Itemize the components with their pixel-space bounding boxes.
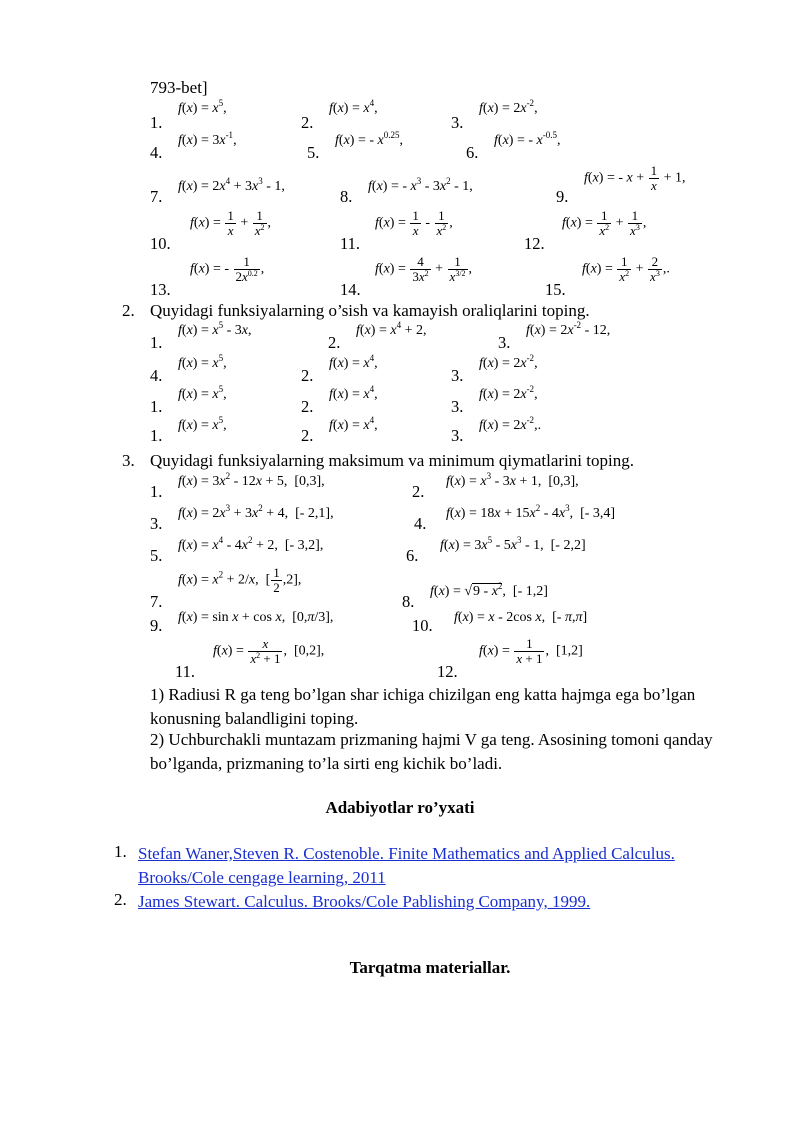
item-number: 3.	[498, 333, 511, 352]
formula: $f(x) = x^5$,	[178, 415, 227, 433]
item-number: 4.	[414, 514, 427, 533]
item-number: 5.	[307, 143, 320, 162]
formula: f(x) = - $x^{0.25}$,	[335, 130, 403, 148]
reference-number: 2.	[114, 890, 127, 909]
item-number: 1.	[150, 482, 163, 501]
formula: $f(x) = x^5 - 3x$,	[178, 320, 252, 338]
task-heading: Quyidagi funksiyalarning maksimum va minimum qiymatlarini toping.	[150, 451, 634, 470]
item-number: 4.	[150, 143, 163, 162]
formula: f(x) = - $x^3 - 3x^2 - 1$,	[368, 176, 473, 194]
item-number: 5.	[150, 546, 163, 565]
item-number: 1.	[150, 426, 163, 445]
task-number: 2.	[122, 301, 135, 320]
item-number: 10.	[412, 616, 433, 635]
reference-number: 1.	[114, 842, 127, 861]
formula: $f(x) = x^2 + 2/x$, [ $\frac{1}{2}$ ,2],	[178, 565, 302, 595]
reference-1[interactable]	[138, 842, 758, 890]
word-problem-1: 1) Radiusi R ga teng bo’lgan shar ichiga chizilgan eng katta hajmga ega bo’lgan konusning balandligini toping.	[150, 685, 696, 728]
item-number: 7.	[150, 592, 163, 611]
formula: $f(x) = x^4$,	[329, 384, 378, 402]
item-number: 2.	[412, 482, 425, 501]
item-number: 4.	[150, 366, 163, 385]
item-number: 8.	[402, 592, 415, 611]
formula: $f(x) = 2x^4 + 3x^3 - 1$,	[178, 176, 285, 194]
formula: $f(x) = x^4$,	[329, 98, 378, 116]
item-number: 13.	[150, 280, 171, 299]
formula: f(x) = $\frac{1}{x^2}$ + $\frac{2}{x^3}$ ,.	[582, 254, 670, 284]
item-number: 9.	[556, 187, 569, 206]
formula: $f(x) = x^4 - 4x^2 + 2$, [- 3,2],	[178, 535, 324, 553]
formula: $f(x) = 2x^{-2}$,	[479, 353, 538, 371]
formula: f(x) = - $x^{-0.5}$,	[494, 130, 561, 148]
item-number: 12.	[437, 662, 458, 681]
item-number: 3.	[451, 426, 464, 445]
item-number: 11.	[340, 234, 361, 253]
formula: $f(x) = 2x^{-2}$,	[479, 384, 538, 402]
item-number: 12.	[524, 234, 545, 253]
formula: f(x) = $\frac{1}{x}$ - $\frac{1}{x^2}$ ,	[375, 208, 453, 238]
formula: f(x) = $\frac{1}{x + 1}$ , [1,2]	[479, 636, 583, 666]
reference-link-1[interactable]: Stefan Waner,Steven R. Costenoble. Finite Mathematics and Applied Calculus. Brooks/Cole cengage learning, 2011	[138, 844, 675, 887]
item-number: 1.	[150, 397, 163, 416]
task-number: 3.	[122, 451, 135, 470]
handouts-title: Tarqatma materiallar.	[349, 958, 511, 977]
formula: $f(x) = 3x^{-1}$,	[178, 130, 237, 148]
formula: f(x) = $\frac{4}{3x^2}$ + $\frac{1}{x^{3/2}}$ ,	[375, 254, 473, 284]
task-heading: Quyidagi funksiyalarning o’sish va kamayish oraliqlarini toping.	[150, 301, 590, 320]
formula: $f(x) = 2x^3 + 3x^2 + 4$, [- 2,1],	[178, 503, 334, 521]
formula: f(x) = $\frac{x}{x^2 + 1}$ , [0,2],	[213, 636, 325, 666]
item-number: 7.	[150, 187, 163, 206]
item-number: 10.	[150, 234, 171, 253]
reference-link-2[interactable]: James Stewart. Calculus. Brooks/Cole Pablishing Company, 1999.	[138, 892, 591, 911]
item-number: 2.	[301, 113, 314, 132]
item-number: 2.	[328, 333, 341, 352]
formula: $f(x) = 2x^{-2} - 12$,	[526, 320, 611, 338]
item-number: 2.	[301, 426, 314, 445]
item-number: 14.	[340, 280, 361, 299]
formula: $f(x) = 3x^5 - 5x^3 - 1$, [- 2,2]	[440, 535, 586, 553]
word-problem-2: 2) Uchburchakli muntazam prizmaning hajmi V ga teng. Asosining tomoni qanday bo’lganda, prizmaning to’la sirti eng kichik bo’ladi.	[150, 730, 713, 773]
item-number: 6.	[466, 143, 479, 162]
formula: f(x) = $\frac{1}{x}$ + $\frac{1}{x^2}$ ,	[190, 208, 272, 238]
formula: $f(x) = x^4$,	[329, 353, 378, 371]
formula: f(x) = sin x + cos x, [0,π/3],	[178, 610, 334, 625]
formula: $f(x) = x^3 - 3x + 1$, [0,3],	[446, 471, 579, 489]
formula: f(x) = x - 2cos x, [- π,π]	[454, 610, 588, 625]
formula: $f(x) = 3x^2 - 12x + 5$, [0,3],	[178, 471, 325, 489]
bibliography-title: Adabiyotlar ro’yxati	[325, 798, 475, 817]
formula: $f(x) = x^4 + 2$,	[356, 320, 427, 338]
formula: f(x) = $\frac{1}{x^2}$ + $\frac{1}{x^3}$ ,	[562, 208, 647, 238]
item-number: 9.	[150, 616, 163, 635]
item-number: 3.	[451, 397, 464, 416]
formula: $f(x) = x^5$,	[178, 353, 227, 371]
item-number: 1.	[150, 113, 163, 132]
formula: $f(x) = √9 - x^2$, [- 1,2]	[430, 581, 548, 599]
formula: $f(x) = x^5$,	[178, 384, 227, 402]
formula: $f(x) = 2x^{-2}$,.	[479, 415, 542, 433]
formula: $f(x) = x^4$,	[329, 415, 378, 433]
formula: $f(x) = 2x^{-2}$,	[479, 98, 538, 116]
item-number: 1.	[150, 333, 163, 352]
formula: f(x) = - x + $\frac{1}{x}$ + 1,	[584, 163, 686, 193]
item-number: 8.	[340, 187, 353, 206]
item-number: 3.	[451, 366, 464, 385]
item-number: 2.	[301, 366, 314, 385]
item-number: 11.	[175, 662, 196, 681]
formula: f(x) = - $\frac{1}{2x^{0.2}}$ ,	[190, 254, 265, 284]
item-number: 3.	[150, 514, 163, 533]
formula: $f(x) = x^5$,	[178, 98, 227, 116]
item-number: 3.	[451, 113, 464, 132]
page-reference: 793-bet]	[150, 78, 208, 97]
formula: $f(x) = 18x + 15x^2 - 4x^3$, [- 3,4]	[446, 503, 616, 521]
item-number: 2.	[301, 397, 314, 416]
item-number: 15.	[545, 280, 566, 299]
item-number: 6.	[406, 546, 419, 565]
reference-2[interactable]	[138, 890, 758, 914]
